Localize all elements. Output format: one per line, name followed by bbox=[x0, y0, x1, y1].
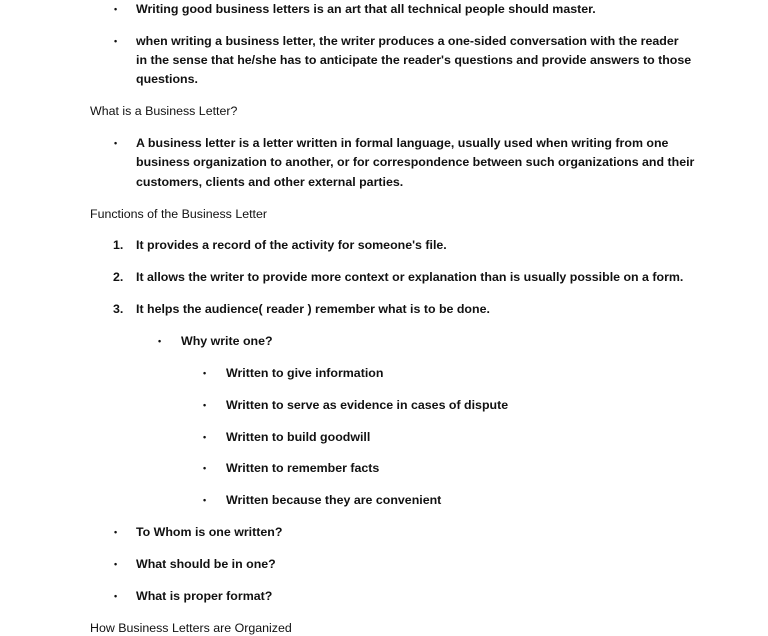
section-heading-functions: Functions of the Business Letter bbox=[90, 207, 268, 221]
bullet-icon: • bbox=[203, 400, 207, 410]
section-heading-what: What is a Business Letter? bbox=[90, 104, 238, 118]
question-item: What is proper format? bbox=[136, 589, 273, 603]
function-item: It helps the audience( reader ) remember what is to be done. bbox=[136, 302, 490, 316]
definition-line: business organization to another, or for correspondence between such organizations and their bbox=[136, 155, 695, 169]
bullet-icon: • bbox=[158, 336, 162, 346]
bullet-icon: • bbox=[203, 432, 207, 442]
function-number: 3. bbox=[113, 302, 124, 316]
intro-bullet-line: in the sense that he/she has to anticipate the reader's questions and provide answers to those bbox=[136, 53, 692, 67]
intro-bullet-line: Writing good business letters is an art that all technical people should master. bbox=[136, 2, 596, 16]
bullet-icon: • bbox=[114, 591, 118, 601]
reason-item: Written to give information bbox=[226, 366, 384, 380]
bullet-icon: • bbox=[203, 495, 207, 505]
section-heading-organized: How Business Letters are Organized bbox=[90, 621, 292, 635]
reason-item: Written because they are convenient bbox=[226, 493, 442, 507]
function-item: It provides a record of the activity for someone's file. bbox=[136, 238, 447, 252]
bullet-icon: • bbox=[203, 368, 207, 378]
bullet-icon: • bbox=[114, 36, 118, 46]
intro-bullet-line: when writing a business letter, the writer produces a one-sided conversation with the reader bbox=[136, 34, 679, 48]
intro-bullet-line: questions. bbox=[136, 72, 198, 86]
bullet-icon: • bbox=[114, 4, 118, 14]
definition-line: customers, clients and other external parties. bbox=[136, 175, 404, 189]
bullet-icon: • bbox=[114, 138, 118, 148]
definition-line: A business letter is a letter written in formal language, usually used when writing from one bbox=[136, 136, 669, 150]
function-number: 1. bbox=[113, 238, 124, 252]
why-label: Why write one? bbox=[181, 334, 273, 348]
reason-item: Written to serve as evidence in cases of dispute bbox=[226, 398, 509, 412]
reason-item: Written to remember facts bbox=[226, 461, 380, 475]
question-item: To Whom is one written? bbox=[136, 525, 283, 539]
question-item: What should be in one? bbox=[136, 557, 276, 571]
bullet-icon: • bbox=[114, 559, 118, 569]
function-number: 2. bbox=[113, 270, 124, 284]
bullet-icon: • bbox=[114, 527, 118, 537]
reason-item: Written to build goodwill bbox=[226, 430, 371, 444]
function-item: It allows the writer to provide more context or explanation than is usually possible on a form. bbox=[136, 270, 684, 284]
bullet-icon: • bbox=[203, 463, 207, 473]
